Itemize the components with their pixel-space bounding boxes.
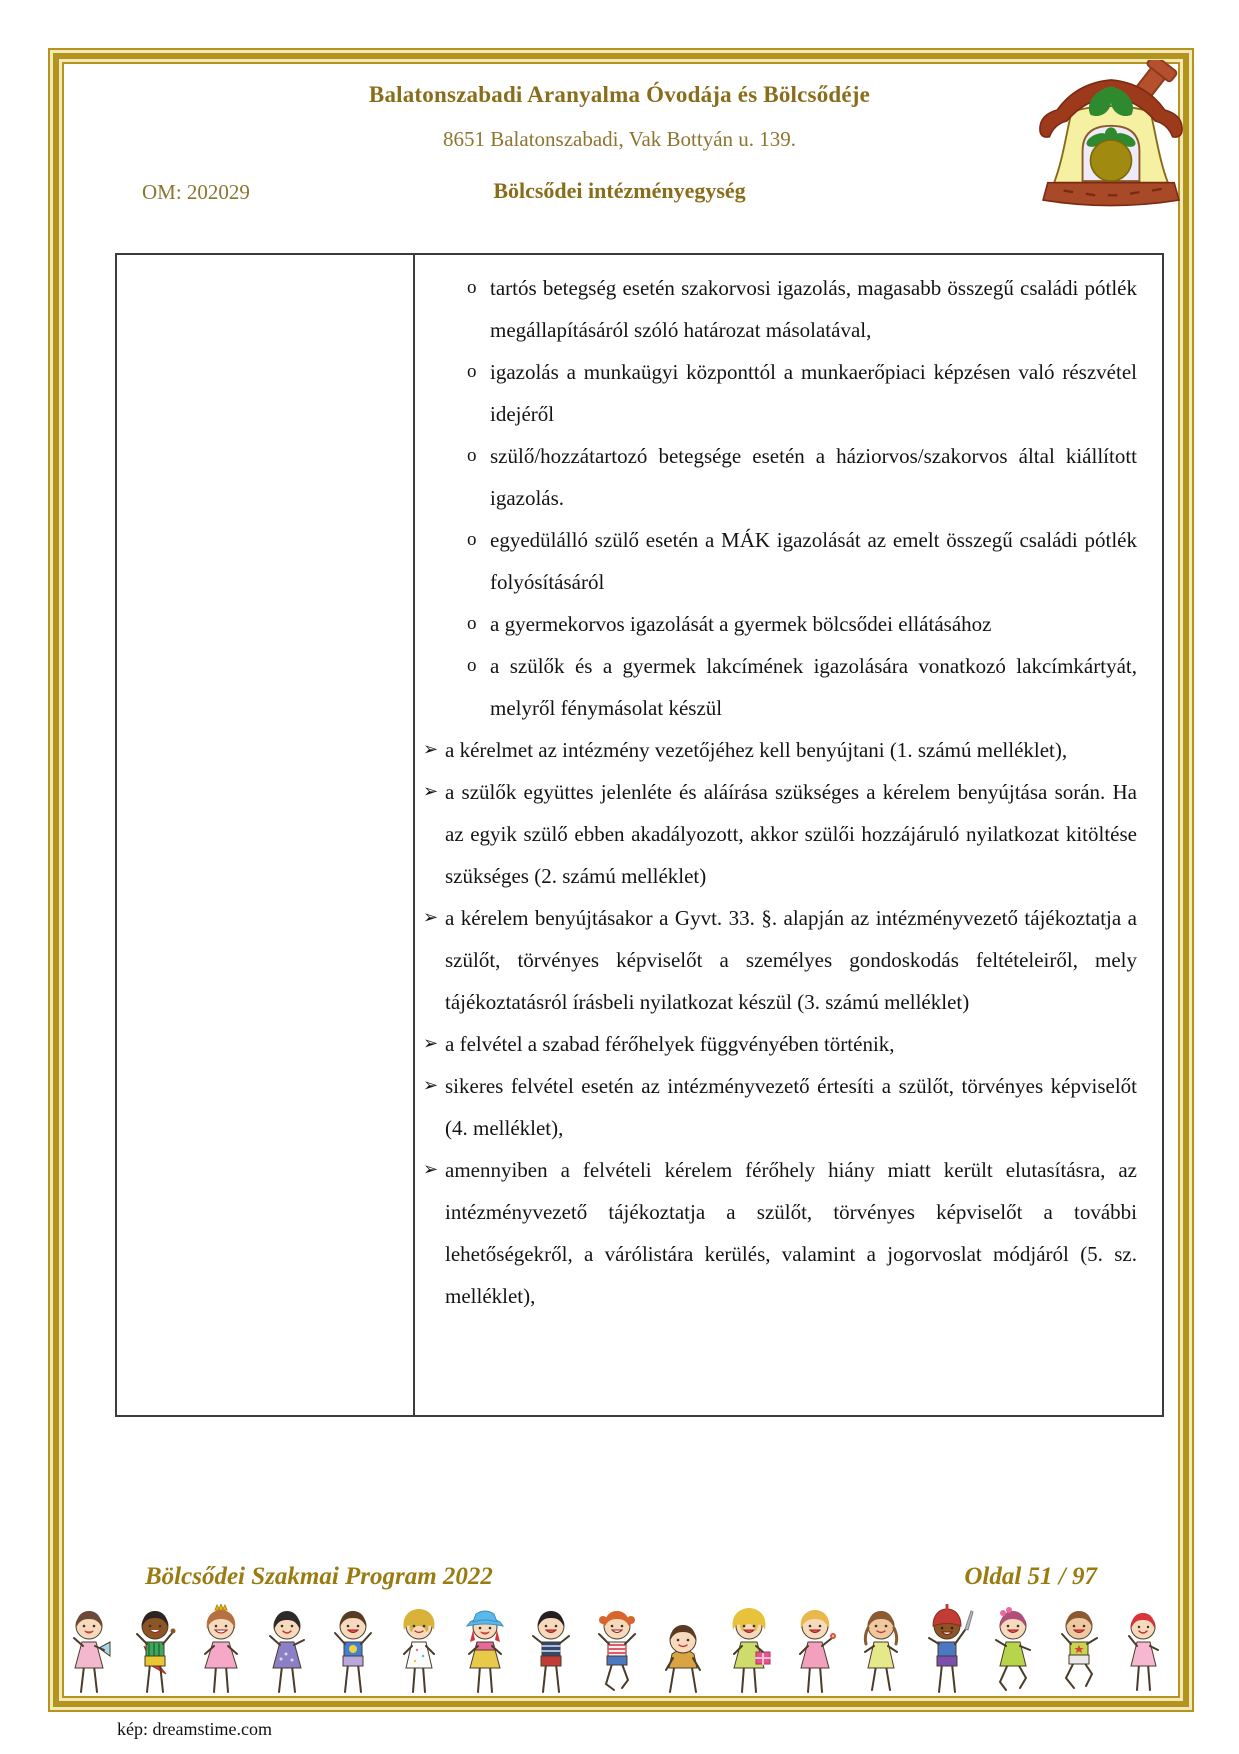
om-number: OM: 202029 xyxy=(142,180,250,204)
child-figure xyxy=(1062,1611,1097,1688)
child-figure xyxy=(74,1611,110,1692)
list-item-text: a szülők és a gyermek lakcímének igazolására vonatkozó lakcímkártyát, melyről fénymásolat készül xyxy=(490,654,1137,720)
list-item xyxy=(415,645,1137,729)
list-item xyxy=(415,435,1137,519)
circle-bullet-marker: o xyxy=(467,445,477,466)
circle-bullet-marker: o xyxy=(467,529,477,550)
institution-address: 8651 Balatonszabadi, Vak Bottyán u. 139. xyxy=(442,127,797,151)
list-item-text: szülő/hozzátartozó betegsége esetén a háziorvos/szakorvos által kiállított igazolás. xyxy=(490,444,1137,510)
child-figure xyxy=(403,1609,434,1692)
circle-bullet-marker: o xyxy=(467,655,477,676)
unit-title: Bölcsődei intézményegység xyxy=(493,178,746,203)
arrow-bullet-marker: ➢ xyxy=(423,907,439,928)
child-figure xyxy=(800,1610,836,1692)
list-item xyxy=(415,1023,1137,1065)
child-figure xyxy=(270,1611,304,1692)
table-left-cell xyxy=(117,255,415,1415)
institution-name: Balatonszabadi Aranyalma Óvodája és Bölcsődéje xyxy=(368,82,871,107)
child-figure xyxy=(335,1611,371,1692)
list-item-text: sikeres felvétel esetén az intézményvezető értesíti a szülőt, törvényes képviselőt (4. melléklet), xyxy=(445,1074,1137,1140)
list-item-text: amennyiben a felvételi kérelem férőhely hiány miatt került elutasításra, az intézményvezető tájékoztatja a szülőt, törvényes képviselőt a további lehetőségekről, a várólistára kerülés, valamint a jogorvoslat módjáról (5. sz. melléklet), xyxy=(445,1158,1137,1308)
list-item xyxy=(415,771,1137,897)
content-table xyxy=(115,253,1164,1417)
arrow-bullet-marker: ➢ xyxy=(423,781,439,802)
list-item-text: a kérelem benyújtásakor a Gyvt. 33. §. alapján az intézményvezető tájékoztatja a szülőt, törvényes képviselőt a személyes gondoskodás feltételeiről, mely tájékoztatásról írásbeli nyilatkozat készül (3. számú melléklet) xyxy=(445,906,1137,1014)
child-figure xyxy=(137,1611,176,1692)
list-item-text: a kérelmet az intézmény vezetőjéhez kell benyújtani (1. számú melléklet), xyxy=(445,738,1068,762)
child-figure xyxy=(733,1608,770,1692)
circle-bullet-marker: o xyxy=(467,613,477,634)
arrow-bullet-marker: ➢ xyxy=(423,1159,439,1180)
arrow-bullet-marker: ➢ xyxy=(423,739,439,760)
children-illustration-strip-icon xyxy=(58,1604,1184,1700)
footer-page-number: Oldal 51 / 97 xyxy=(964,1563,1097,1590)
child-figure xyxy=(666,1625,700,1692)
list-item xyxy=(415,897,1137,1023)
child-figure xyxy=(1129,1613,1158,1690)
list-item-text: egyedülálló szülő esetén a MÁK igazolását az emelt összegű családi pótlék folyósításáról xyxy=(490,528,1137,594)
golden-apple-house-logo-icon xyxy=(1032,60,1190,220)
list-item xyxy=(415,351,1137,435)
child-figure xyxy=(599,1611,635,1690)
arrow-bullet-marker: ➢ xyxy=(423,1075,439,1096)
circle-bullet-marker: o xyxy=(467,361,477,382)
list-item xyxy=(415,1149,1137,1317)
list-item-text: igazolás a munkaügyi központtól a munkaerőpiaci képzésen való részvétel idejéről xyxy=(490,360,1137,426)
list-item-text: a gyermekorvos igazolását a gyermek bölcsődei ellátásához xyxy=(490,612,992,636)
image-credit: kép: dreamstime.com xyxy=(117,1719,272,1739)
list-item-text: a felvétel a szabad férőhelyek függvényében történik, xyxy=(445,1032,895,1056)
list-item xyxy=(415,519,1137,603)
list-item xyxy=(415,267,1137,351)
child-figure xyxy=(467,1611,503,1692)
child-figure xyxy=(533,1611,569,1692)
list-item xyxy=(415,603,1137,645)
circle-bullet-marker: o xyxy=(467,277,477,298)
footer-program-title: Bölcsődei Szakmai Program 2022 xyxy=(145,1563,493,1590)
child-figure xyxy=(996,1607,1030,1690)
table-right-cell xyxy=(415,255,1162,1415)
child-figure xyxy=(865,1611,897,1690)
list-item xyxy=(415,729,1137,771)
child-figure xyxy=(929,1605,973,1692)
list-item-text: tartós betegség esetén szakorvosi igazolás, magasabb összegű családi pótlék megállapításáról szóló határozat másolatával, xyxy=(490,276,1137,342)
list-item-text: a szülők együttes jelenléte és aláírása szükséges a kérelem benyújtása során. Ha az egyik szülő ebben akadályozott, akkor szülői hozzájáruló nyilatkozat kitöltése szükséges (2. számú melléklet) xyxy=(445,780,1137,888)
golden-apple xyxy=(1090,140,1131,181)
arrow-bullet-marker: ➢ xyxy=(423,1033,439,1054)
list-item xyxy=(415,1065,1137,1149)
child-figure xyxy=(205,1604,237,1692)
